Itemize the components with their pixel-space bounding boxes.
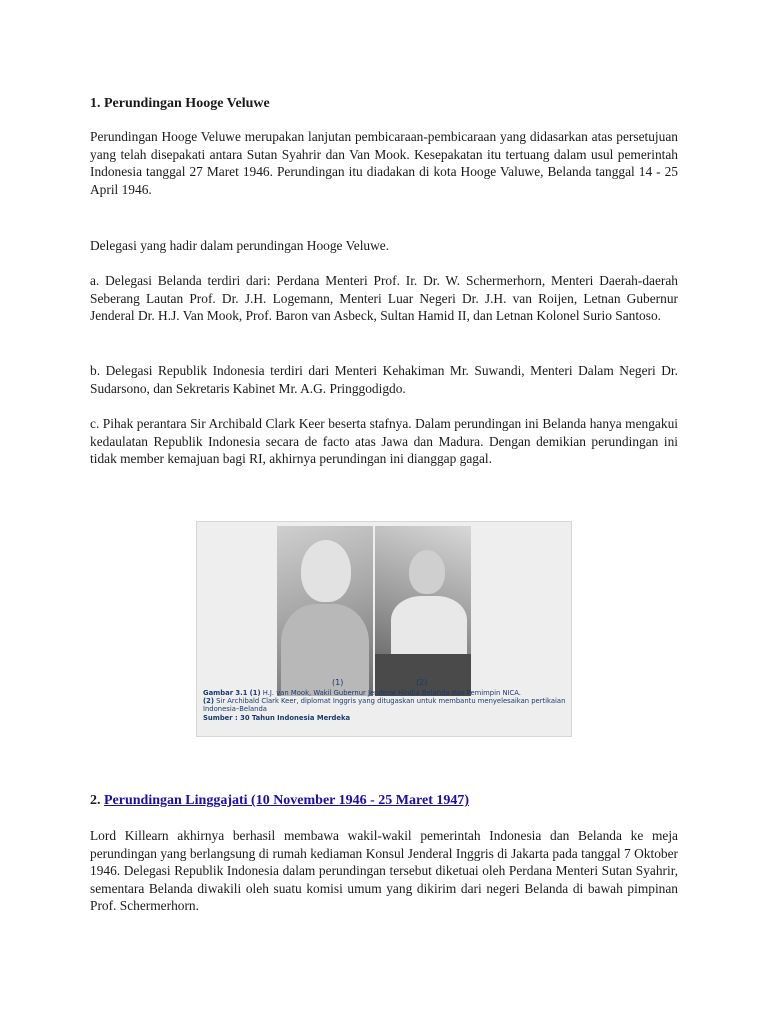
delegation-a-paragraph: a. Delegasi Belanda terdiri dari: Perdana Menteri Prof. Ir. Dr. W. Schermerhorn, Menteri Daerah-daerah Seberang Lautan Prof. Dr. J.H. Logemann, Menteri Luar Negeri Dr. J.H. van Roijen, Letnan Gubernur Jenderal Dr. H.J. Van Mook, Prof. Baron van Asbeck, Sultan Hamid II, dan Letnan Kolonel Surio Santoso. bbox=[90, 273, 678, 324]
caption-title: Gambar 3.1 bbox=[203, 689, 248, 697]
caption-line-1 bbox=[203, 689, 567, 697]
photo-van-mook bbox=[277, 526, 373, 696]
photo-1-label: (1) bbox=[332, 678, 344, 687]
section-1-heading bbox=[90, 95, 678, 112]
section-1-number: 1. bbox=[90, 96, 101, 111]
caption-2-text: Sir Archibald Clark Keer, diplomat Inggris yang ditugaskan untuk membantu menyelesaikan pertikaian Indonesia–Belanda bbox=[203, 697, 566, 714]
photo-clark-keer bbox=[375, 526, 471, 696]
section-1-title: Perundingan Hooge Veluwe bbox=[104, 96, 270, 111]
photo-1-head bbox=[301, 540, 351, 602]
delegation-c-paragraph: c. Pihak perantara Sir Archibald Clark Keer beserta stafnya. Dalam perundingan ini Belanda hanya mengakui kedaulatan Republik Indonesia secara de facto atas Jawa dan Madura. Dengan demikian perundingan ini tidak member kemajuan bagi RI, akhirnya perundingan ini dianggap gagal. bbox=[90, 416, 678, 467]
caption-1-number: (1) bbox=[249, 689, 261, 697]
caption-line-2 bbox=[203, 697, 567, 713]
historical-photo-figure bbox=[196, 521, 572, 737]
caption-1-text: H.J. van Mook, Wakil Gubernur Jenderal Hindia Belanda dan Pemimpin NICA. bbox=[262, 689, 521, 697]
section-2-body-paragraph: Lord Killearn akhirnya berhasil membawa wakil-wakil pemerintah Indonesia dan Belanda ke meja perundingan yang berlangsung di rumah kediaman Konsul Jenderal Inggris di Jakarta pada tanggal 7 Oktober 1946. Delegasi Republik Indonesia dalam perundingan tersebut diketuai oleh Perdana Menteri Sutan Syahrir, sementara Belanda diwakili oleh suatu komisi umum yang dikirim dari negeri Belanda di bawah pimpinan Prof. Schermerhorn. bbox=[90, 828, 678, 914]
section-2-number: 2. bbox=[90, 793, 101, 808]
figure-caption bbox=[203, 689, 567, 722]
delegation-b-paragraph: b. Delegasi Republik Indonesia terdiri dari Menteri Kehakiman Mr. Suwandi, Menteri Dalam Negeri Dr. Sudarsono, dan Sekretaris Kabinet Mr. A.G. Pringgodigdo. bbox=[90, 363, 678, 396]
delegation-intro-paragraph: Delegasi yang hadir dalam perundingan Hooge Veluwe. bbox=[90, 238, 390, 253]
section-1-intro-paragraph: Perundingan Hooge Veluwe merupakan lanjutan pembicaraan-pembicaraan yang didasarkan atas persetujuan yang telah disepakati antara Sutan Syahrir dan Van Mook. Kesepakatan itu tertuang dalam usul pemerintah Indonesia tanggal 27 Maret 1946. Perundingan itu diadakan di kota Hooge Valuwe, Belanda tanggal 14 - 25 April 1946. bbox=[90, 129, 678, 197]
caption-2-number: (2) bbox=[203, 697, 214, 706]
photo-2-head bbox=[409, 550, 445, 594]
caption-source: Sumber : 30 Tahun Indonesia Merdeka bbox=[203, 713, 351, 722]
photo-1-body bbox=[281, 604, 369, 696]
photo-2-label: (2) bbox=[416, 678, 428, 687]
linggajati-link[interactable]: Perundingan Linggajati (10 November 1946 - 25 Maret 1947) bbox=[104, 793, 470, 808]
photo-2-body bbox=[391, 596, 467, 656]
section-2-heading bbox=[90, 792, 678, 809]
